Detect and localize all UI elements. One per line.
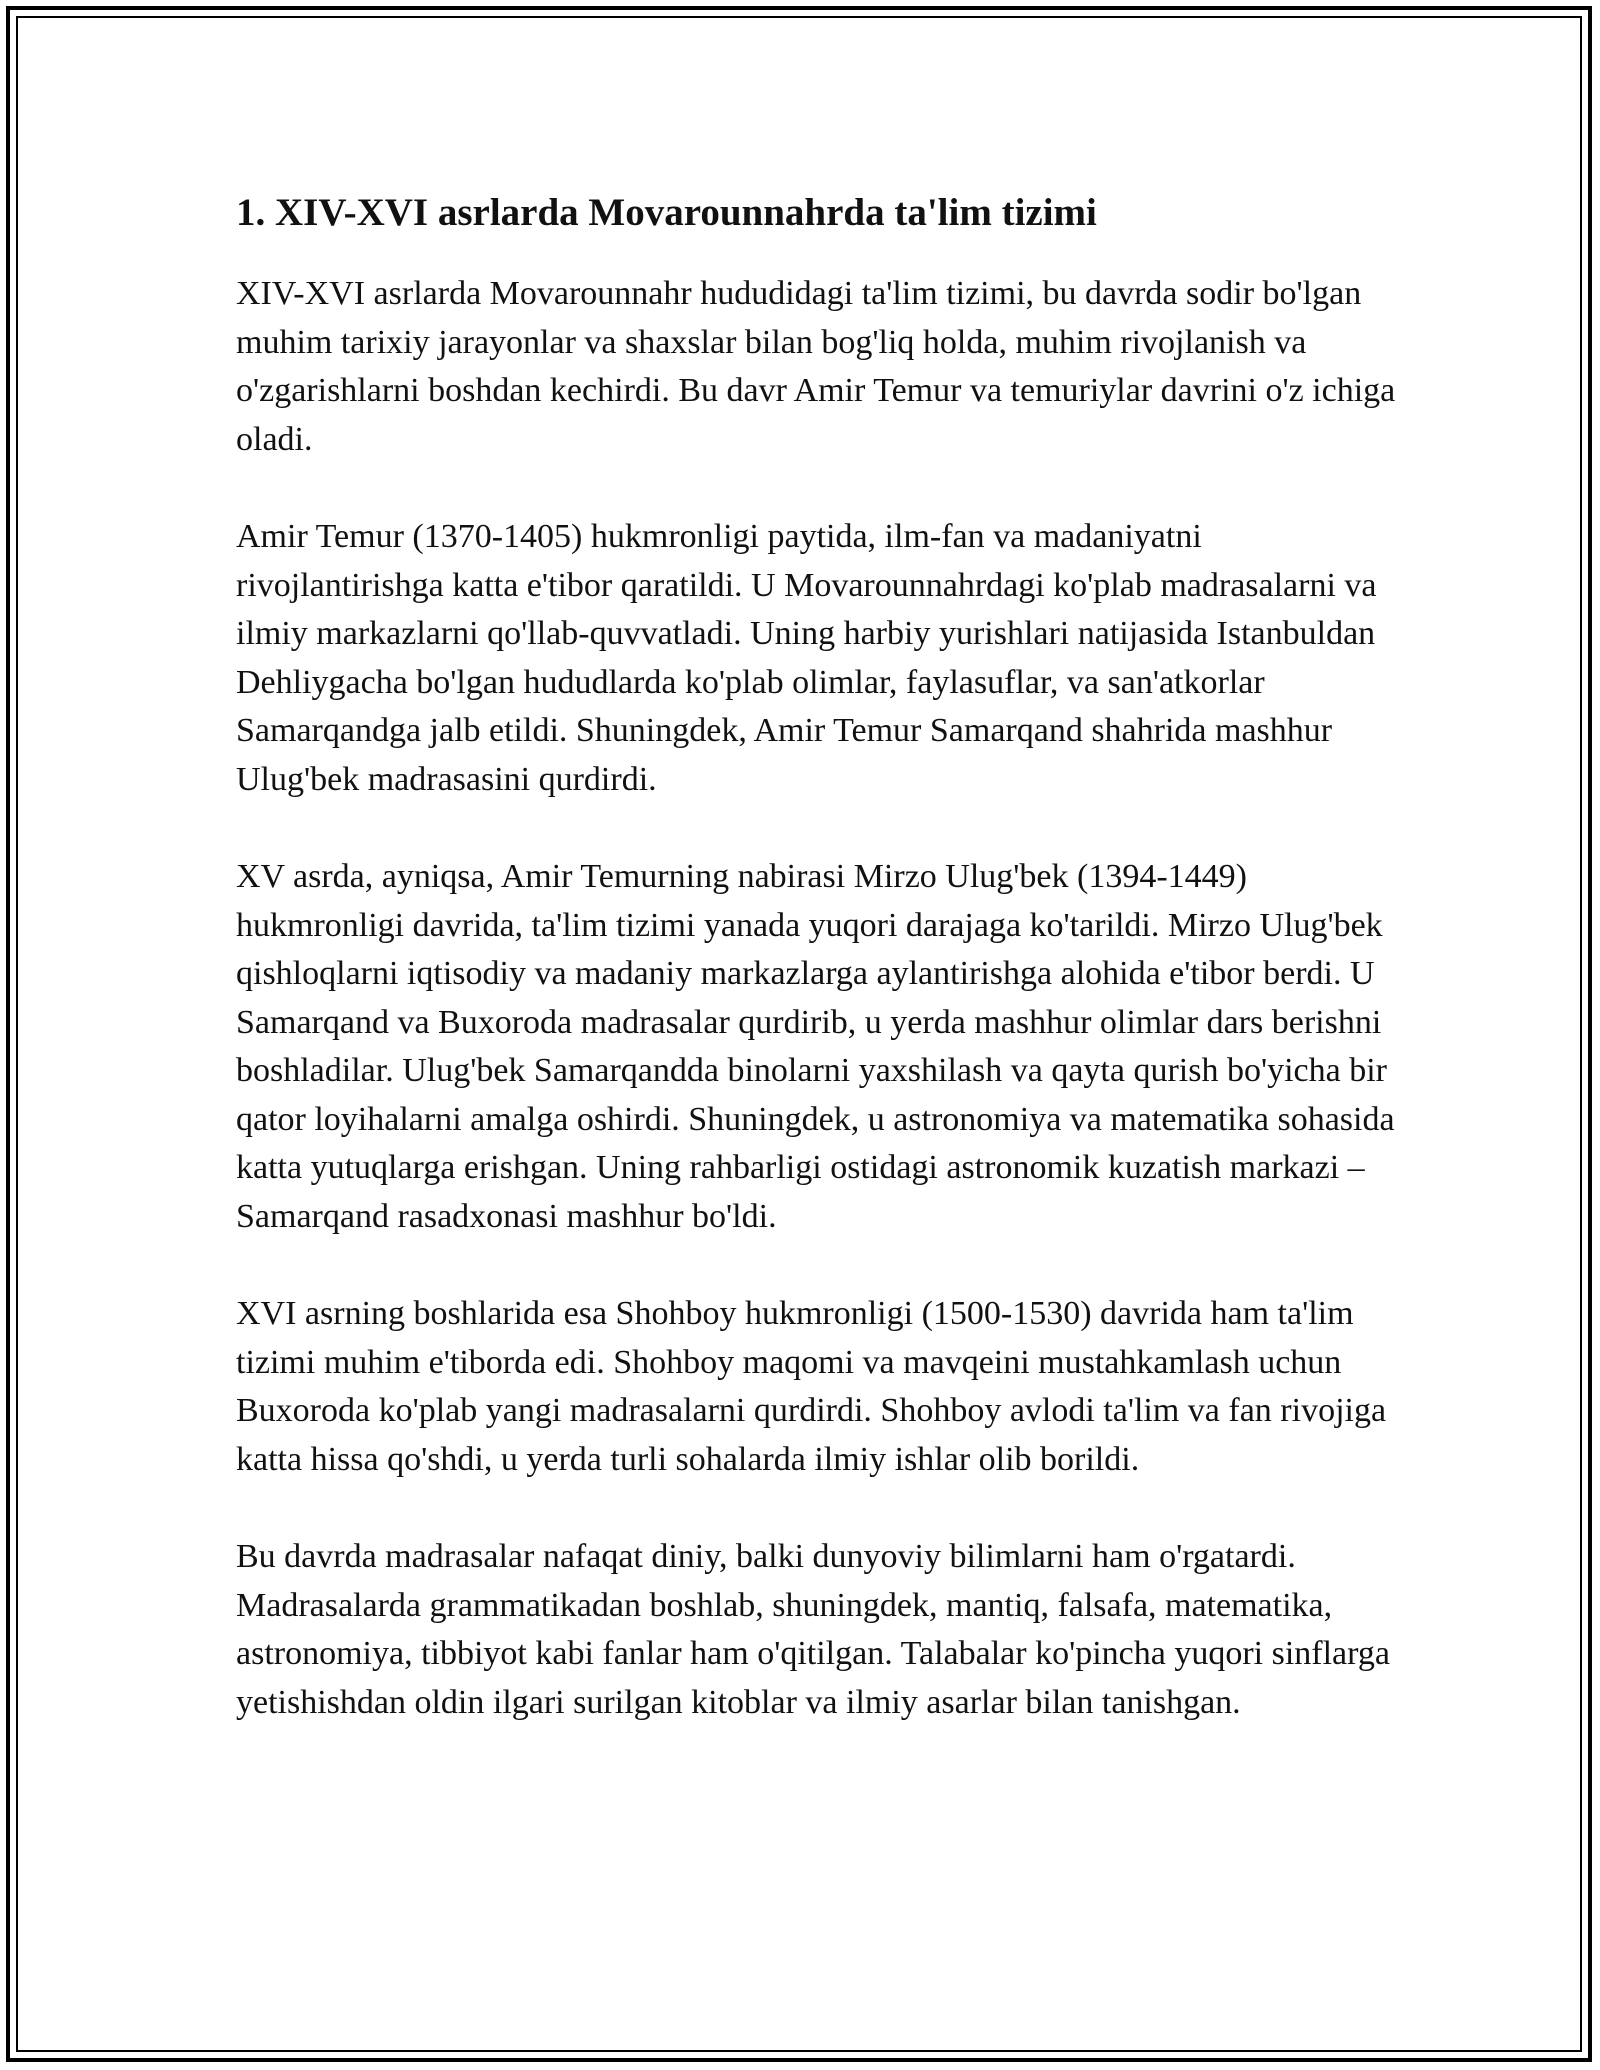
document-body <box>236 188 1406 1776</box>
paragraph-4: XVI asrning boshlarida esa Shohboy hukmronligi (1500-1530) davrida ham ta'lim tizimi muhim e'tiborda edi. Shohboy maqomi va mavqeini mustahkamlash uchun Buxoroda ko'plab yangi madrasalarni qurdirdi. Shohboy avlodi ta'lim va fan rivojiga katta hissa qo'shdi, u yerda turli sohalarda ilmiy ishlar olib borildi. <box>236 1295 1387 1478</box>
section-heading: 1. XIV-XVI asrlarda Movarounnahrda ta'lim tizimi <box>236 191 1097 234</box>
paragraph-3: XV asrda, ayniqsa, Amir Temurning nabirasi Mirzo Ulug'bek (1394-1449) hukmronligi davrida, ta'lim tizimi yanada yuqori darajaga ko'tarildi. Mirzo Ulug'bek qishloqlarni iqtisodiy va madaniy markazlarga aylantirishga alohida e'tibor berdi. U Samarqand va Buxoroda madrasalar qurdirib, u yerda mashhur olimlar dars berishni boshladilar. Ulug'bek Samarqandda binolarni yaxshilash va qayta qurish bo'yicha bir qator loyihalarni amalga oshirdi. Shuningdek, u astronomiya va matematika sohasida katta yutuqlarga erishgan. Uning rahbarligi ostidagi astronomik kuzatish markazi – Samarqand rasadxonasi mashhur bo'ldi. <box>236 858 1395 1235</box>
paragraph-2: Amir Temur (1370-1405) hukmronligi paytida, ilm-fan va madaniyatni rivojlantirishga katta e'tibor qaratildi. U Movarounnahrdagi ko'plab madrasalarni va ilmiy markazlarni qo'llab-quvvatladi. Uning harbiy yurishlari natijasida Istanbuldan Dehliygacha bo'lgan hududlarda ko'plab olimlar, faylasuflar, va san'atkorlar Samarqandga jalb etildi. Shuningdek, Amir Temur Samarqand shahrida mashhur Ulug'bek madrasasini qurdirdi. <box>236 518 1377 798</box>
paragraph-5: Bu davrda madrasalar nafaqat diniy, balki dunyoviy bilimlarni ham o'rgatardi. Madrasalarda grammatikadan boshlab, shuningdek, mantiq, falsafa, matematika, astronomiya, tibbiyot kabi fanlar ham o'qitilgan. Talabalar ko'pincha yuqori sinflarga yetishishdan oldin ilgari surilgan kitoblar va ilmiy asarlar bilan tanishgan. <box>236 1538 1390 1721</box>
paragraph-1: XIV-XVI asrlarda Movarounnahr hududidagi ta'lim tizimi, bu davrda sodir bo'lgan muhim tarixiy jarayonlar va shaxslar bilan bog'liq holda, muhim rivojlanish va o'zgarishlarni boshdan kechirdi. Bu davr Amir Temur va temuriylar davrini o'z ichiga oladi. <box>236 275 1396 458</box>
